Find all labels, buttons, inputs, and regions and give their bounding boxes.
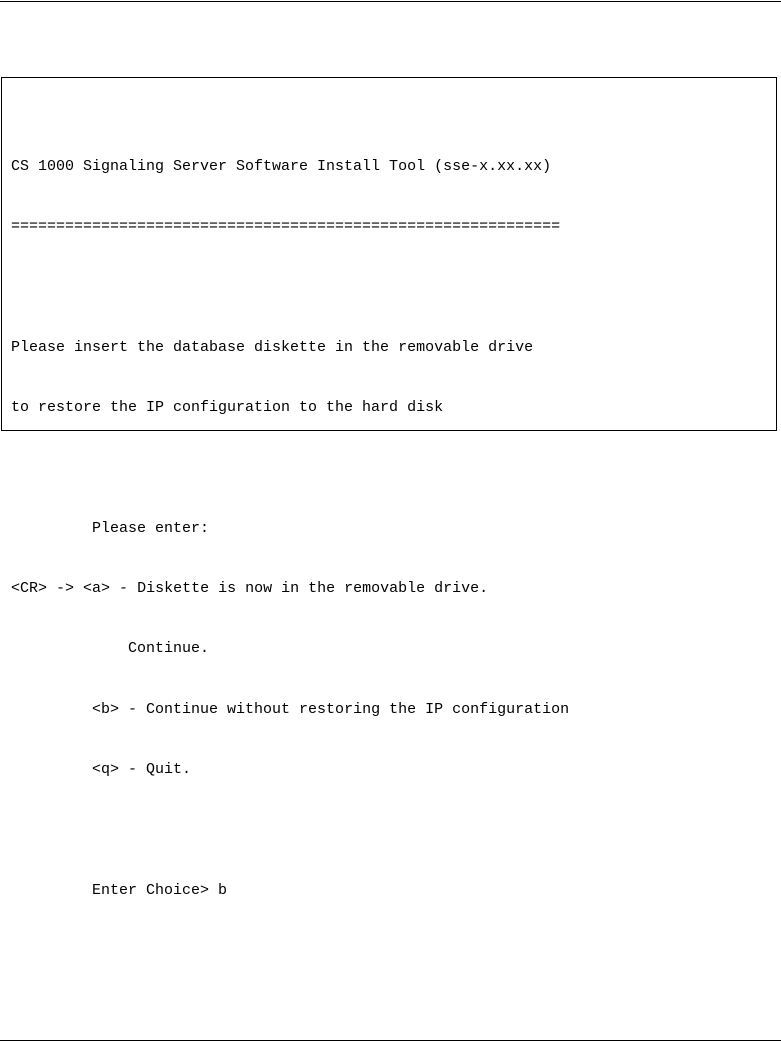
menu-option-q: <q> - Quit. — [92, 761, 192, 778]
blank-line — [11, 820, 569, 840]
blank-line — [11, 278, 569, 298]
option-b-text: Continue without restoring the IP configuration — [146, 700, 570, 718]
menu-option-a: <CR> -> <a> - Diskette is now in the removable drive. — [11, 580, 489, 598]
choice-prompt-line[interactable] — [11, 881, 569, 901]
choice-prompt-label: Enter Choice> — [92, 881, 210, 899]
terminal-screen — [11, 117, 569, 941]
prompt-header: Please enter: — [92, 519, 210, 537]
top-rule — [0, 1, 781, 2]
default-marker: <CR> -> — [11, 580, 75, 598]
message-line-2: to restore the IP configuration to the hard disk — [11, 399, 444, 417]
menu-option-b: <b> - Continue without restoring the IP configuration — [92, 700, 570, 718]
choice-input-value[interactable]: b — [218, 881, 228, 899]
install-tool-title: CS 1000 Signaling Server Software Install Tool (sse-x.xx.xx) — [11, 158, 552, 176]
option-a-key: <a> — [83, 580, 111, 598]
option-b-key: <b> — [92, 700, 120, 718]
option-a-text: Diskette is now in the removable drive. — [137, 580, 489, 598]
terminal-window — [1, 77, 777, 899]
bottom-rule — [0, 1040, 781, 1041]
message-line-1: Please insert the database diskette in the removable drive — [11, 339, 534, 357]
menu-option-a-continuation — [11, 639, 569, 659]
prompt-header-line — [11, 519, 569, 539]
title-separator: ============================================================= — [11, 218, 561, 236]
option-q-text: Quit. — [146, 761, 192, 778]
option-q-key: <q> — [92, 761, 120, 778]
blank-line — [11, 459, 569, 479]
option-a-continuation-text: Continue. — [128, 640, 210, 658]
